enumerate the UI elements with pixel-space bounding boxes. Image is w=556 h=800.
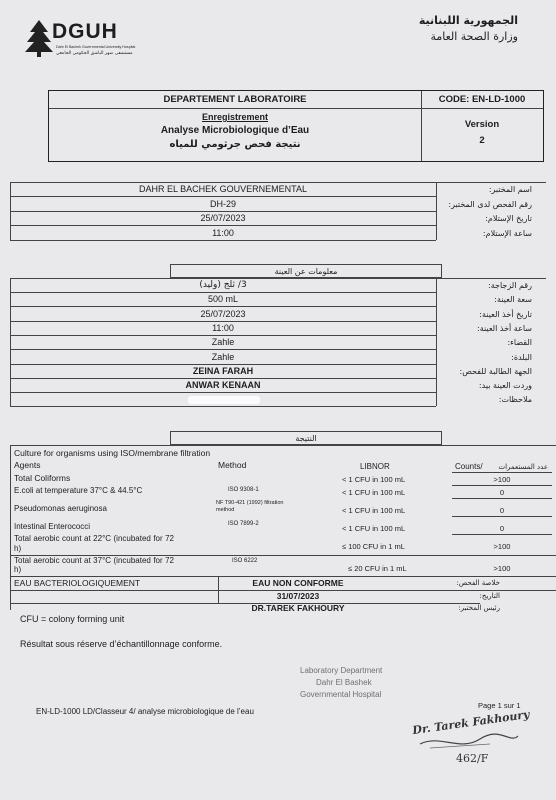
sample-time-value: 11:00 [212,323,234,333]
lab-name-label: اسم المختبر: [488,185,532,194]
town-value: Zahle [211,352,235,362]
results-title: النتيجة [295,434,317,443]
count-enterococci: 0 [499,524,505,533]
cedar-logo-icon [24,18,54,58]
analyse-title-ar: نتيجة فحص جرثومي للمياه [169,139,301,150]
cfu-note: CFU = colony forming unit [20,614,125,624]
signature-stamp [400,707,531,774]
agent-pseudomonas: Pseudomonas aeruginosa [14,504,107,513]
stamp-line-1: Laboratory Department [300,666,383,675]
signature-code: 462/F [456,752,489,765]
stamp-line-3: Governmental Hospital [300,690,382,699]
result-date-label: التاريخ: [479,592,500,600]
sample-volume-label: سعة العينة: [494,295,532,304]
method-enterococci: ISO 7899-2 [228,521,259,527]
agent-aerobic-22: Total aerobic count at 22°C (incubated for 72 h) [14,534,174,553]
count-aerobic-37: >100 [493,564,511,573]
libnor-aerobic-22: ≤ 100 CFU in 1 mL [342,542,405,551]
lab-receipt-date-label: تاريخ الإستلام: [485,214,532,223]
libnor-pseudomonas: < 1 CFU in 100 mL [342,506,406,515]
lab-receipt-time-label: ساعة الإستلام: [482,229,532,238]
requester-label: الجهة الطالبة للفحص: [459,367,532,376]
document-reference: EN-LD-1000 LD/Classeur 4/ analyse microbiologique de l’eau [36,707,254,716]
count-pseudomonas: 0 [499,506,505,515]
sample-date-value: 25/07/2023 [200,309,246,319]
department-label: DEPARTEMENT LABORATOIRE [163,94,307,105]
method-header: Method [218,460,247,470]
sample-time-label: ساعة أخذ العينة: [477,324,532,333]
version-value: 2 [479,135,485,146]
agents-header: Agents [14,460,41,470]
libnor-total-coliforms: < 1 CFU in 100 mL [342,475,406,484]
stamp-line-2: Dahr El Bashek [316,678,372,687]
district-value: Zahle [211,337,235,347]
count-total-coliforms: >100 [493,475,511,484]
method-pseudomonas: NF T90-421 (1992) filtration method [216,500,284,513]
lab-info-section [10,182,546,242]
sample-info-title: معلومات عن العينة [274,267,338,276]
libnor-ecoli: < 1 CFU in 100 mL [342,488,406,497]
count-ecoli: 0 [499,488,505,497]
logo-text: DGUH [52,20,118,43]
enregistrement-label: Enregistrement [201,112,269,122]
requester-value: ZEINA FARAH [192,366,254,376]
remarks-redacted-blur [188,396,260,404]
sample-info-section [10,278,546,410]
libnor-aerobic-37: ≤ 20 CFU in 1 mL [348,564,407,573]
conclusion-label: خلاصة الفحص: [456,579,500,587]
result-disclaimer: Résultat sous réserve d’échantillonnage conforme. [20,639,223,649]
delivered-by-value: ANWAR KENAAN [185,380,261,390]
signature-name: Dr. Tarek Fakhoury [411,707,531,738]
agent-ecoli: E.coli at temperature 37°C & 44.5°C [14,486,143,495]
logo-subtitle-ar: مستشفى ضهر الباشق الحكومي الجامعي [56,51,133,56]
lab-receipt-date-value: 25/07/2023 [200,213,246,223]
sample-info-title-box [170,264,442,278]
signature-scribble-icon [400,714,530,774]
sample-date-label: تاريخ أخذ العينة: [479,310,532,319]
method-ecoli: ISO 9308-1 [228,487,259,493]
lab-name-value: DAHR EL BACHEK GOUVERNEMENTAL [138,184,308,194]
lab-stamp [300,665,420,701]
ministry-title: وزارة الصحة العامة [430,30,518,43]
republic-title: الجمهورية اللبنانية [418,14,518,27]
conclusion-result: EAU NON CONFORME [252,578,344,588]
libnor-enterococci: < 1 CFU in 100 mL [342,524,406,533]
version-label: Version [464,119,500,130]
count-aerobic-22: >100 [493,542,511,551]
agent-total-coliforms: Total Coliforms [14,473,71,483]
conclusion-left: EAU BACTERIOLOGIQUEMENT [14,578,141,588]
lab-exam-number-value: DH-29 [209,199,236,209]
result-date-value: 31/07/2023 [276,591,320,601]
district-label: القضاء: [507,338,532,347]
counts-header-ar: عدد المستعمرات [498,463,548,471]
bottle-number-value: 3/ ثلج (وليد) [199,280,247,290]
lab-chief-label: رئيس المختبر: [458,604,500,612]
page-number: Page 1 sur 1 [478,701,521,710]
remarks-label: ملاحظات: [498,395,532,404]
analyse-title: Analyse Microbiologique d’Eau [160,125,310,136]
logo-subtitle-en: Dahr El Bachek Governmental University Hospital [56,45,136,49]
town-label: البلدة: [511,353,532,362]
libnor-header: LIBNOR [360,462,390,471]
results-title-box [170,431,442,445]
lab-receipt-time-value: 11:00 [212,228,234,238]
culture-method-note: Culture for organisms using ISO/membrane filtration [14,448,211,458]
bottle-number-label: رقم الزجاجة: [488,281,532,290]
counts-header: Counts/ [455,462,483,471]
results-section [10,445,556,613]
lab-exam-number-label: رقم الفحص لدى المختبر: [448,200,532,209]
sample-volume-value: 500 mL [207,294,239,304]
agent-enterococci: Intestinal Enterococci [14,522,91,531]
agent-aerobic-37: Total aerobic count at 37°C (incubated for 72 h) [14,556,174,574]
method-aerobic: ISO 6222 [232,558,258,564]
code-label: CODE: EN-LD-1000 [438,94,526,105]
delivered-by-label: وردت العينة بيد: [478,381,532,390]
lab-chief-value: DR.TAREK FAKHOURY [251,603,345,613]
title-box [48,90,544,162]
hospital-logo [24,18,134,62]
